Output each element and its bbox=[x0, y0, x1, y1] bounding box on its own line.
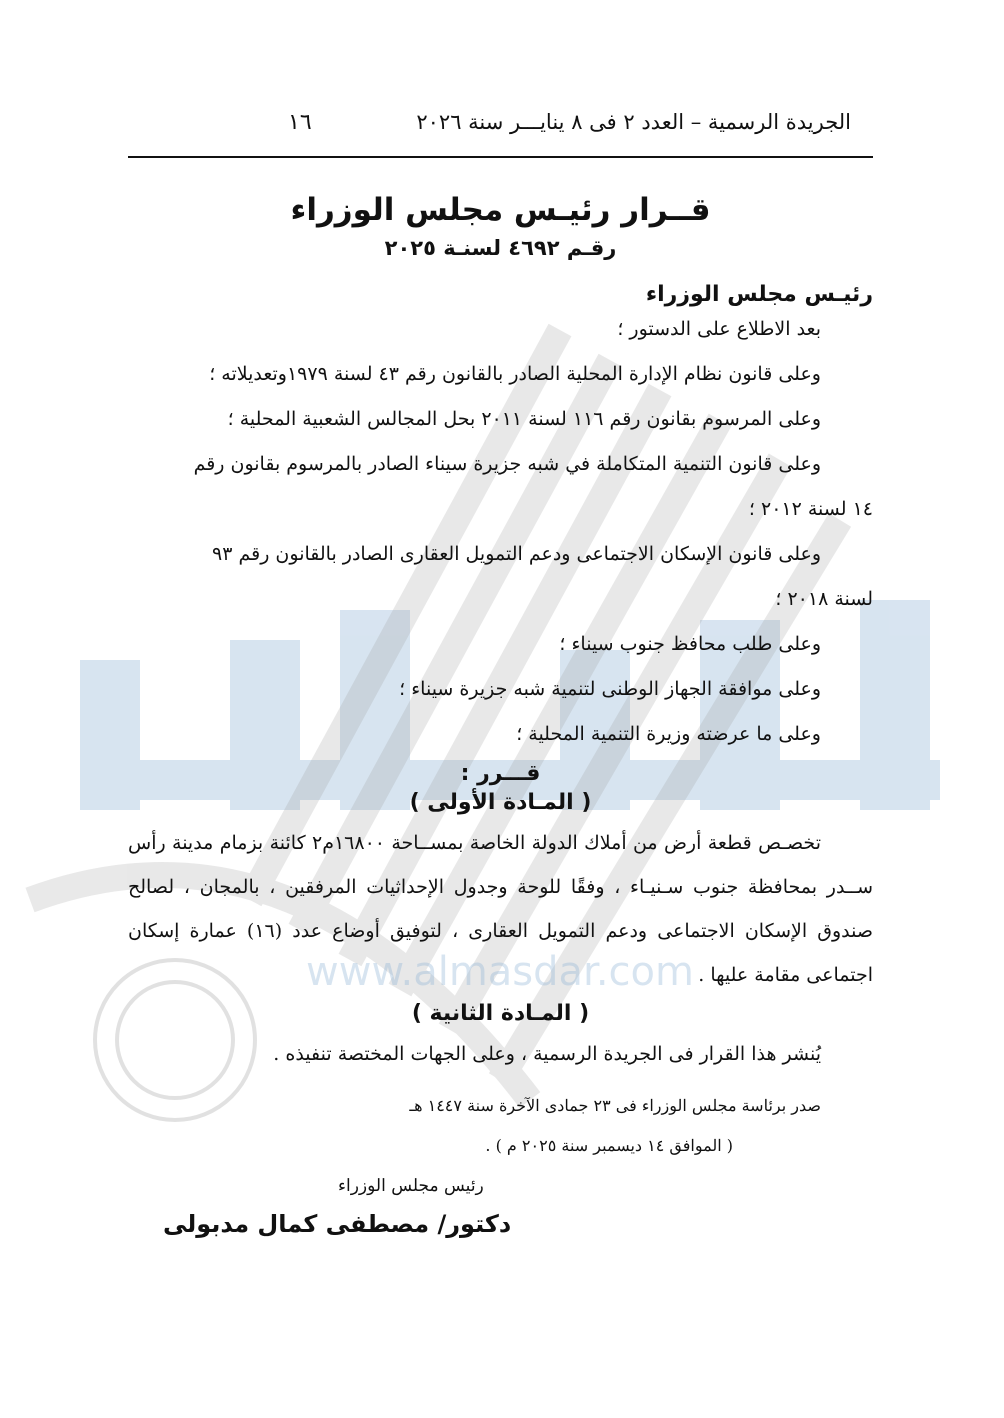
article-2-text: يُنشر هذا القرار فى الجريدة الرسمية ، وعلى الجهات المختصة تنفيذه . bbox=[273, 1043, 821, 1065]
signature-title: رئيس مجلس الوزراء bbox=[338, 1176, 484, 1196]
recital-line: وعلى المرسوم بقانون رقم ١١٦ لسنة ٢٠١١ بحل المجالس الشعبية المحلية ؛ bbox=[227, 408, 821, 430]
signature-name: دكتور/ مصطفى كمال مدبولى bbox=[163, 1210, 512, 1238]
recital-line: بعد الاطلاع على الدستور ؛ bbox=[617, 318, 821, 340]
decided-heading: قـــرر : bbox=[460, 761, 541, 786]
recital-line: لسنة ٢٠١٨ ؛ bbox=[775, 588, 873, 610]
page-header bbox=[128, 110, 873, 158]
article-1-heading: ( المـادة الأولى ) bbox=[409, 790, 592, 815]
recital-line: وعلى قانون نظام الإدارة المحلية الصادر بالقانون رقم ٤٣ لسنة ١٩٧٩وتعديلاته ؛ bbox=[209, 363, 821, 385]
watermark-website: www.almasdar.com bbox=[306, 949, 694, 995]
issued-date: صدر برئاسة مجلس الوزراء فى ٢٣ جمادى الآخرة سنة ١٤٤٧ هـ bbox=[409, 1096, 821, 1115]
article-2-heading: ( المـادة الثانية ) bbox=[411, 1001, 590, 1026]
recital-line: وعلى قانون التنمية المتكاملة في شبه جزيرة سيناء الصادر بالمرسوم بقانون رقم bbox=[193, 453, 821, 475]
recital-line: وعلى ما عرضته وزيرة التنمية المحلية ؛ bbox=[516, 723, 821, 745]
running-title: الجريدة الرسمية – العدد ٢ فى ٨ ينايـــر سنة ٢٠٢٦ bbox=[416, 110, 851, 134]
recital-line: وعلى قانون الإسكان الاجتماعى ودعم التمويل العقارى الصادر بالقانون رقم ٩٣ bbox=[212, 543, 821, 565]
decree-title: قــرار رئيـس مجلس الوزراء bbox=[290, 192, 711, 228]
page-number: ١٦ bbox=[288, 110, 312, 135]
recital-line: ١٤ لسنة ٢٠١٢ ؛ bbox=[748, 498, 873, 520]
decree-number: رقـم ٤٦٩٢ لسنـة ٢٠٢٥ bbox=[384, 236, 617, 260]
recital-line: وعلى طلب محافظ جنوب سيناء ؛ bbox=[559, 633, 821, 655]
recital-line: وعلى موافقة الجهاز الوطنى لتنمية شبه جزيرة سيناء ؛ bbox=[399, 678, 821, 700]
recitals bbox=[128, 307, 873, 757]
document-body bbox=[128, 110, 873, 1238]
decree-authority: رئيـس مجلس الوزراء bbox=[645, 282, 873, 307]
article-1-text: تخصـص قطعة أرض من أملاك الدولة الخاصة بمســاحة ١٦٨٠٠م٢ كائنة بزمام مدينة رأس ســدر بمحافظة جنوب سـنيـاء ، وفقًا للوحة وجدول الإحداثيات المرفقين ، بالمجان ، لصالح صندوق الإسكان الاجتماعى ودعم التمويل العقارى ، لتوفيق أوضاع عدد (١٦) عمارة إسكان اجتماعى مقامة عليها . bbox=[128, 832, 873, 986]
gregorian-date: ( الموافق ١٤ ديسمبر سنة ٢٠٢٥ م ) . bbox=[485, 1136, 733, 1155]
